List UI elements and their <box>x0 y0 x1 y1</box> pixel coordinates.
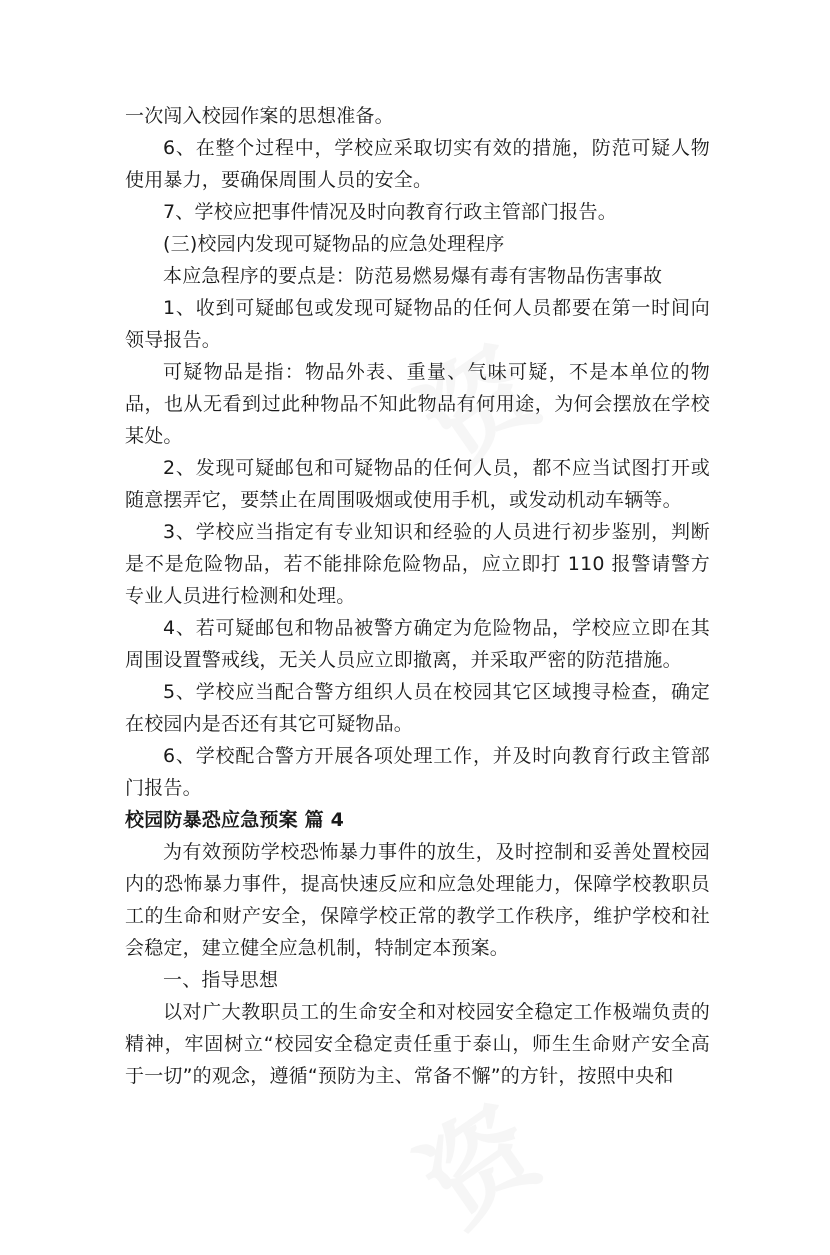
paragraph: 为有效预防学校恐怖暴力事件的放生，及时控制和妥善处置校园内的恐怖暴力事件，提高快速反应和应急处理能力，保障学校教职员工的生命和财产安全，保障学校正常的教学工作秩序，维护学校和社会稳定，建立健全应急机制，特制定本预案。 <box>125 841 710 959</box>
section-heading: 校园防暴恐应急预案 篇 4 <box>125 809 345 831</box>
paragraph: 2、发现可疑邮包和可疑物品的任何人员，都不应当试图打开或随意摆弄它，要禁止在周围吸烟或使用手机，或发动机动车辆等。 <box>125 457 710 511</box>
paragraph: 一次闯入校园作案的思想准备。 <box>125 105 394 127</box>
paragraph: 6、在整个过程中，学校应采取切实有效的措施，防范可疑人物使用暴力，要确保周围人员的安全。 <box>125 137 710 191</box>
section-subheading: 一、指导思想 <box>163 969 279 991</box>
watermark: 资 <box>398 322 562 491</box>
paragraph: 1、收到可疑邮包或发现可疑物品的任何人员都要在第一时间向领导报告。 <box>125 297 710 351</box>
paragraph: 以对广大教职员工的生命安全和对校园安全稳定工作极端负责的精神，牢固树立“校园安全稳定责任重于泰山，师生生命财产安全高于一切”的观念，遵循“预防为主、常备不懈”的方针，按照中央和 <box>125 1001 710 1087</box>
paragraph: 4、若可疑邮包和物品被警方确定为危险物品，学校应立即在其周围设置警戒线，无关人员应立即撤离，并采取严密的防范措施。 <box>125 617 710 671</box>
document-body <box>125 100 710 1092</box>
paragraph: 3、学校应当指定有专业知识和经验的人员进行初步鉴别，判断是不是危险物品，若不能排除危险物品，应立即打 110 报警请警方专业人员进行检测和处理。 <box>125 521 710 607</box>
paragraph: 6、学校配合警方开展各项处理工作，并及时向教育行政主管部门报告。 <box>125 745 710 799</box>
paragraph: 本应急程序的要点是：防范易燃易爆有毒有害物品伤害事故 <box>163 265 663 287</box>
paragraph: 7、学校应把事件情况及时向教育行政主管部门报告。 <box>163 201 617 223</box>
watermark: 资 <box>398 1082 562 1251</box>
section-subheading: (三)校园内发现可疑物品的应急处理程序 <box>163 233 505 255</box>
paragraph: 5、学校应当配合警方组织人员在校园其它区域搜寻检查，确定在校园内是否还有其它可疑物品。 <box>125 681 710 735</box>
paragraph: 可疑物品是指：物品外表、重量、气味可疑，不是本单位的物品，也从无看到过此种物品不知此物品有何用途，为何会摆放在学校某处。 <box>125 361 710 447</box>
